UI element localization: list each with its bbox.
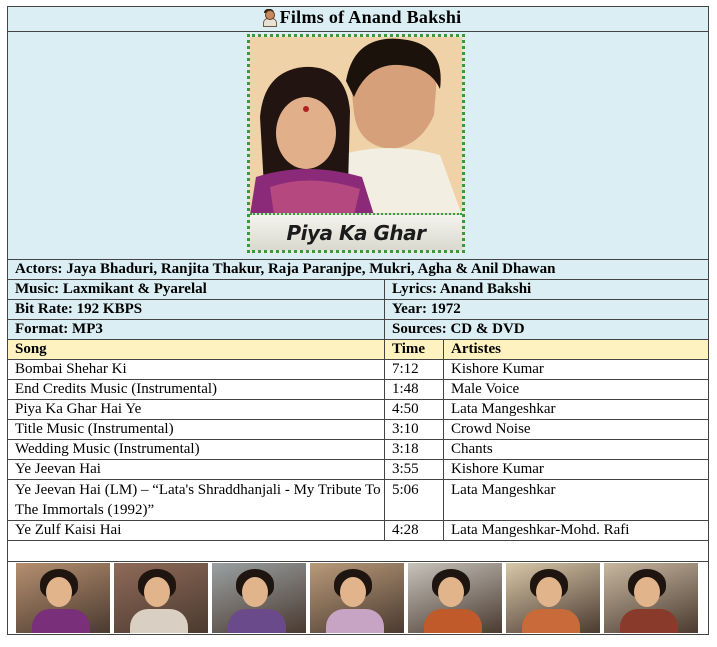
song-artistes: Kishore Kumar bbox=[444, 460, 709, 480]
film-still bbox=[212, 563, 306, 633]
poster-artwork bbox=[250, 37, 462, 215]
song-table-header bbox=[8, 340, 709, 360]
song-artistes: Lata Mangeshkar bbox=[444, 480, 709, 521]
song-time: 7:12 bbox=[385, 360, 444, 380]
song-title: Piya Ka Ghar Hai Ye bbox=[8, 400, 385, 420]
bitrate-cell: Bit Rate: 192 KBPS bbox=[8, 300, 385, 320]
song-title: Ye Jeevan Hai (LM) – “Lata's Shraddhanjali - My Tribute To The Immortals (1992)” bbox=[8, 480, 385, 521]
header-time: Time bbox=[385, 340, 444, 360]
film-still bbox=[604, 563, 698, 633]
stills-row bbox=[8, 562, 709, 635]
table-row bbox=[8, 360, 709, 380]
poster-row bbox=[8, 32, 709, 260]
table-row bbox=[8, 521, 709, 541]
poster-cell bbox=[8, 32, 709, 260]
song-title: Bombai Shehar Ki bbox=[8, 360, 385, 380]
poster-title: Piya Ka Ghar bbox=[286, 220, 426, 245]
actors-cell: Actors: Jaya Bhaduri, Ranjita Thakur, Raja Paranjpe, Mukri, Agha & Anil Dhawan bbox=[8, 260, 709, 280]
stills-cell bbox=[8, 562, 709, 635]
sources-cell: Sources: CD & DVD bbox=[385, 320, 709, 340]
bitrate-year-row bbox=[8, 300, 709, 320]
song-artistes: Lata Mangeshkar-Mohd. Rafi bbox=[444, 521, 709, 541]
film-still bbox=[310, 563, 404, 633]
song-title: Ye Jeevan Hai bbox=[8, 460, 385, 480]
format-cell: Format: MP3 bbox=[8, 320, 385, 340]
table-row bbox=[8, 400, 709, 420]
table-row bbox=[8, 480, 709, 521]
song-title: Wedding Music (Instrumental) bbox=[8, 440, 385, 460]
song-time: 1:48 bbox=[385, 380, 444, 400]
song-artistes: Kishore Kumar bbox=[444, 360, 709, 380]
music-lyrics-row bbox=[8, 280, 709, 300]
header-artistes: Artistes bbox=[444, 340, 709, 360]
song-time: 4:50 bbox=[385, 400, 444, 420]
song-title: End Credits Music (Instrumental) bbox=[8, 380, 385, 400]
song-artistes: Crowd Noise bbox=[444, 420, 709, 440]
film-still bbox=[16, 563, 110, 633]
film-still bbox=[114, 563, 208, 633]
table-row bbox=[8, 420, 709, 440]
format-sources-row bbox=[8, 320, 709, 340]
music-cell: Music: Laxmikant & Pyarelal bbox=[8, 280, 385, 300]
film-info-table bbox=[7, 6, 709, 635]
spacer-row bbox=[8, 541, 709, 562]
page-title: Films of Anand Bakshi bbox=[279, 7, 462, 27]
lyrics-cell: Lyrics: Anand Bakshi bbox=[385, 280, 709, 300]
song-time: 5:06 bbox=[385, 480, 444, 521]
song-title: Title Music (Instrumental) bbox=[8, 420, 385, 440]
song-time: 4:28 bbox=[385, 521, 444, 541]
film-still bbox=[506, 563, 600, 633]
song-title: Ye Zulf Kaisi Hai bbox=[8, 521, 385, 541]
title-cell bbox=[8, 7, 709, 32]
person-portrait-icon bbox=[262, 9, 276, 25]
poster-illustration bbox=[250, 37, 462, 215]
film-poster bbox=[247, 34, 465, 253]
song-artistes: Lata Mangeshkar bbox=[444, 400, 709, 420]
header-song: Song bbox=[8, 340, 385, 360]
table-row bbox=[8, 440, 709, 460]
title-row bbox=[8, 7, 709, 32]
song-artistes: Male Voice bbox=[444, 380, 709, 400]
film-still bbox=[408, 563, 502, 633]
table-row bbox=[8, 460, 709, 480]
film-stills-strip bbox=[16, 563, 698, 633]
song-time: 3:55 bbox=[385, 460, 444, 480]
song-artistes: Chants bbox=[444, 440, 709, 460]
table-row bbox=[8, 380, 709, 400]
song-time: 3:10 bbox=[385, 420, 444, 440]
poster-title-band bbox=[250, 213, 462, 250]
year-cell: Year: 1972 bbox=[385, 300, 709, 320]
actors-row bbox=[8, 260, 709, 280]
song-time: 3:18 bbox=[385, 440, 444, 460]
spacer-cell bbox=[8, 541, 709, 562]
